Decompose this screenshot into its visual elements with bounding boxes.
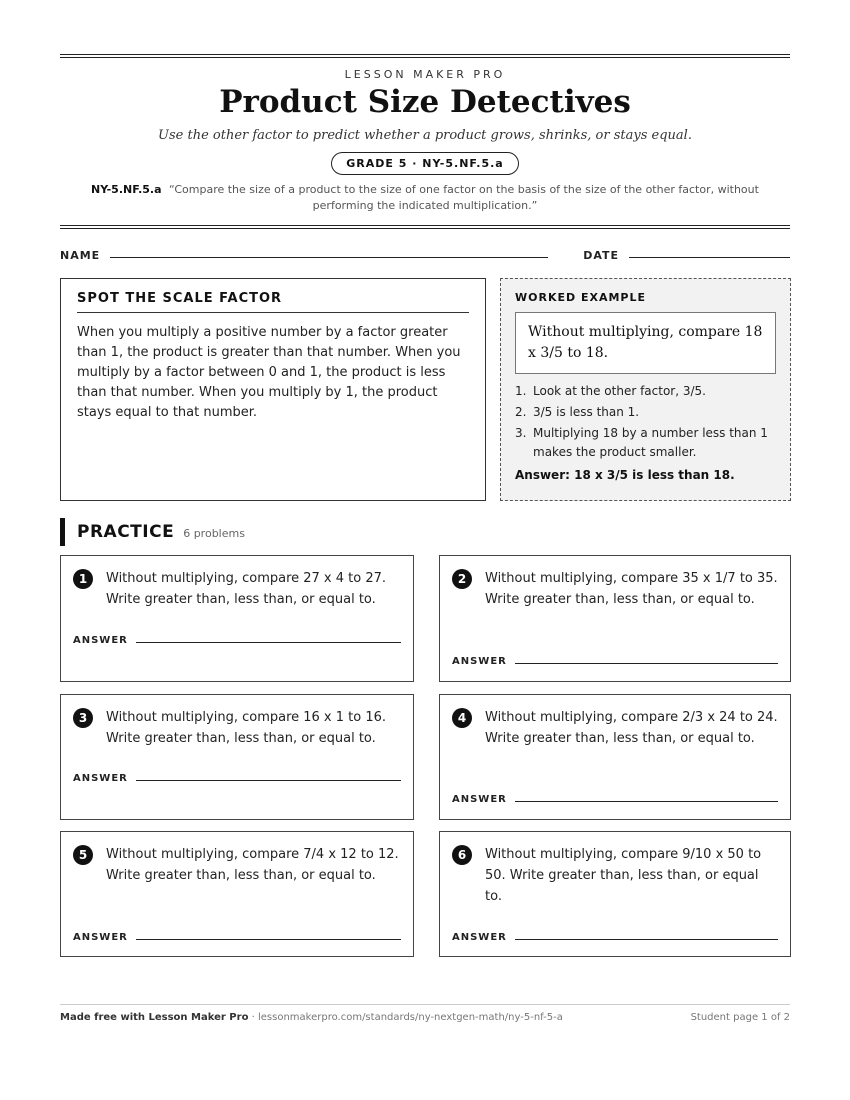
- footer-url: · lessonmakerpro.com/standards/ny-nextgen-math/ny-5-nf-5-a: [248, 1012, 563, 1023]
- answer-label: ANSWER: [73, 773, 128, 784]
- problem-number-badge: 1: [73, 569, 93, 589]
- page-title: Product Size Detectives: [219, 84, 631, 120]
- practice-count: 6 problems: [183, 527, 245, 540]
- concept-box: [60, 278, 486, 501]
- footer-rule: [60, 1004, 790, 1005]
- standard-code: NY-5.NF.5.a: [91, 183, 162, 196]
- footer-page-number: Student page 1 of 2: [690, 1012, 790, 1023]
- answer-field[interactable]: [136, 780, 401, 781]
- grade-pill: GRADE 5 · NY-5.NF.5.a: [331, 152, 518, 175]
- problem-text: Without multiplying, compare 9/10 x 50 to 50. Write greater than, less than, or equal to.: [485, 847, 762, 904]
- answer-field[interactable]: [515, 939, 778, 940]
- answer-field[interactable]: [136, 642, 401, 643]
- problem-text: Without multiplying, compare 16 x 1 to 16. Write greater than, less than, or equal to.: [106, 710, 387, 746]
- name-label: NAME: [60, 249, 101, 262]
- answer-label: ANSWER: [73, 932, 128, 943]
- answer-field[interactable]: [515, 801, 778, 802]
- problem-number-badge: 4: [452, 708, 472, 728]
- answer-field[interactable]: [515, 663, 778, 664]
- problem-number-badge: 2: [452, 569, 472, 589]
- page-subtitle: Use the other factor to predict whether a product grows, shrinks, or stays equal.: [158, 128, 692, 143]
- problem-text: Without multiplying, compare 2/3 x 24 to 24. Write greater than, less than, or equal to.: [485, 710, 778, 746]
- problem-text: Without multiplying, compare 7/4 x 12 to 12. Write greater than, less than, or equal to.: [106, 847, 399, 883]
- answer-label: ANSWER: [452, 656, 507, 667]
- answer-row: [452, 794, 778, 805]
- problem-card-4: [439, 694, 791, 820]
- worked-example-heading: WORKED EXAMPLE: [515, 291, 646, 304]
- footer-credit: [60, 1012, 563, 1023]
- problem-text: Without multiplying, compare 27 x 4 to 27. Write greater than, less than, or equal to.: [106, 571, 387, 607]
- worked-example-box: [500, 278, 791, 501]
- standard-statement: [60, 182, 790, 214]
- worked-step: 3. Multiplying 18 by a number less than 1 makes the product smaller.: [515, 426, 768, 459]
- problem-number-badge: 5: [73, 845, 93, 865]
- problem-number-badge: 3: [73, 708, 93, 728]
- standard-text: “Compare the size of a product to the size of one factor on the basis of the size of the other factor, without performing the indicated multiplication.”: [169, 183, 759, 212]
- name-field[interactable]: [110, 257, 548, 258]
- answer-label: ANSWER: [73, 635, 128, 646]
- practice-header: [60, 518, 245, 546]
- concept-body: When you multiply a positive number by a factor greater than 1, the product is greater than that number. When you multiply by a factor between 0 and 1, the product is less than that number. When you multiply by 1, the product stays equal to that number.: [77, 325, 461, 420]
- footer: [60, 1012, 790, 1023]
- top-double-rule: [60, 54, 790, 58]
- answer-row: [452, 656, 778, 667]
- date-field[interactable]: [629, 257, 790, 258]
- problem-card-2: [439, 555, 791, 682]
- practice-label: PRACTICE: [77, 522, 175, 542]
- answer-field[interactable]: [136, 939, 401, 940]
- worked-step: 1. Look at the other factor, 3/5.: [515, 384, 706, 398]
- worked-example-prompt: Without multiplying, compare 18 x 3/5 to 18.: [515, 312, 776, 374]
- problem-text: Without multiplying, compare 35 x 1/7 to 35. Write greater than, less than, or equal to.: [485, 571, 778, 607]
- answer-row: [452, 932, 778, 943]
- concept-heading: SPOT THE SCALE FACTOR: [77, 291, 469, 313]
- problem-card-5: [60, 831, 414, 957]
- worked-example-answer: Answer: 18 x 3/5 is less than 18.: [515, 468, 735, 482]
- problem-card-1: [60, 555, 414, 682]
- date-label: DATE: [583, 249, 619, 262]
- answer-row: [73, 773, 401, 784]
- worked-example-steps: [515, 382, 776, 462]
- name-date-row: [60, 246, 790, 262]
- grade-pill-wrap: [0, 152, 850, 175]
- answer-row: [73, 932, 401, 943]
- answer-label: ANSWER: [452, 932, 507, 943]
- standard-double-rule: [60, 225, 790, 229]
- worked-step: 2. 3/5 is less than 1.: [515, 405, 640, 419]
- problem-card-3: [60, 694, 414, 820]
- answer-label: ANSWER: [452, 794, 507, 805]
- answer-row: [73, 635, 401, 646]
- brand-label: LESSON MAKER PRO: [344, 68, 506, 81]
- problem-number-badge: 6: [452, 845, 472, 865]
- footer-made-with: Made free with Lesson Maker Pro: [60, 1012, 249, 1023]
- problem-card-6: [439, 831, 791, 957]
